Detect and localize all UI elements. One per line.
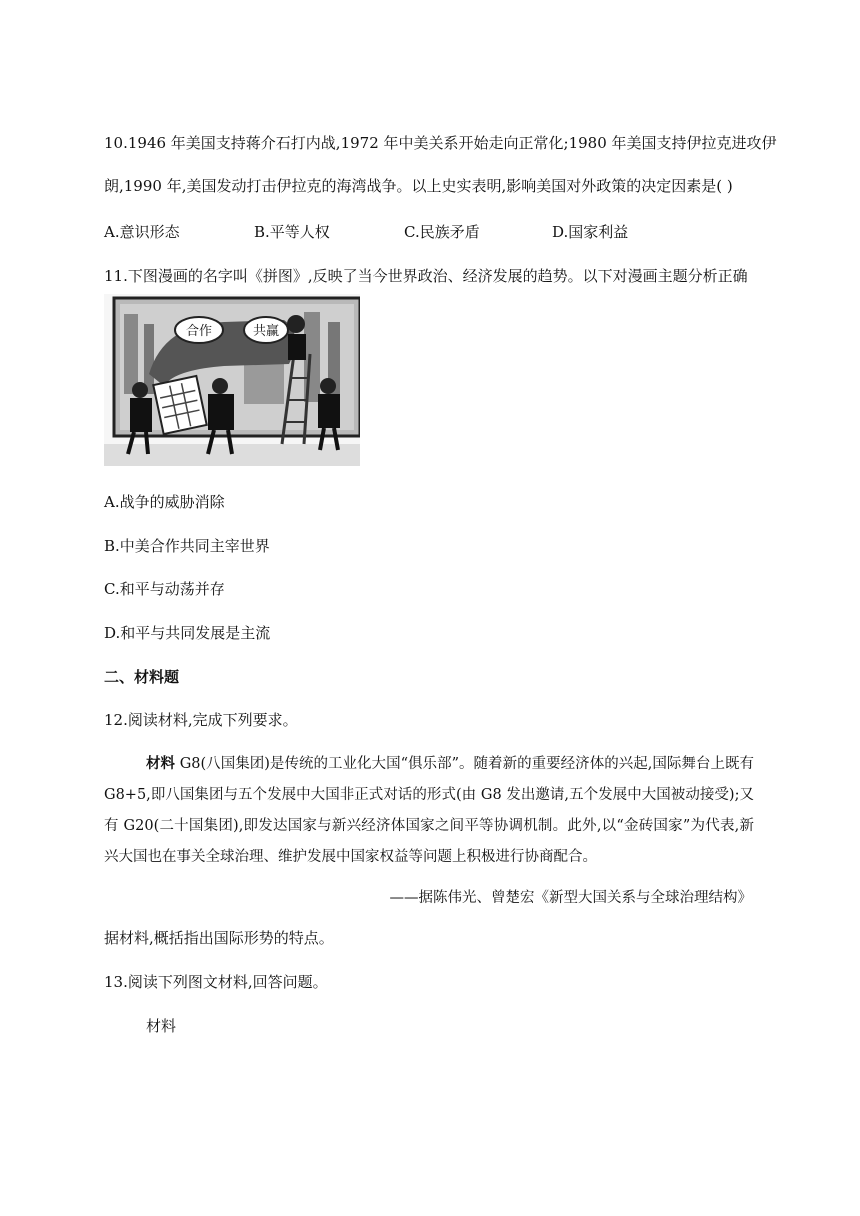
- q10-option-d: D.国家利益: [552, 223, 629, 241]
- cartoon-label-hezuo: [175, 317, 223, 343]
- q10-line-1: 10.1946 年美国支持蒋介石打内战,1972 年中美关系开始走向正常化;1980 年美国支持伊拉克进攻伊: [104, 134, 777, 152]
- q10-option-c: C.民族矛盾: [404, 223, 480, 241]
- q12-source: ——据陈伟光、曾楚宏《新型大国关系与全球治理结构》: [389, 890, 752, 906]
- cartoon-text-gongying: 共赢: [252, 324, 280, 339]
- q12-prompt: 12.阅读材料,完成下列要求。: [104, 711, 298, 729]
- q11-line-1: 11.下图漫画的名字叫《拼图》,反映了当今世界政治、经济发展的趋势。以下对漫画主题分析正确: [104, 267, 748, 285]
- section-title: 二、材料题: [104, 668, 180, 686]
- q10-option-a: A.意识形态: [104, 223, 180, 241]
- q11-option-b: B.中美合作共同主宰世界: [104, 537, 270, 555]
- q12-material-text: G8(八国集团)是传统的工业化大国“俱乐部”。随着新的重要经济体的兴起,国际舞台上既有 G8+5,即八国集团与五个发展中大国非正式对话的形式(由 G8 发出邀请,五个发展中大国被动接受);又有 G20(二十国集团),即发达国家与新兴经济体国家之间平等协调机制。此外,以“金砖国家”为代表,新兴大国也在事关全球治理、维护发展中国家权益等问题上积极进行协商配合。: [104, 756, 755, 865]
- q12-question: 据材料,概括指出国际形势的特点。: [104, 929, 334, 947]
- q11-option-a: A.战争的威胁消除: [104, 493, 225, 511]
- q13-prompt: 13.阅读下列图文材料,回答问题。: [104, 973, 328, 991]
- q10-line-2: 朗,1990 年,美国发动打击伊拉克的海湾战争。以上史实表明,影响美国对外政策的决定因素是( ): [104, 177, 733, 195]
- cartoon-label-gongying: [244, 317, 288, 343]
- q11-option-d: D.和平与共同发展是主流: [104, 624, 271, 642]
- q12-material: [104, 748, 754, 873]
- q10-option-b: B.平等人权: [254, 223, 330, 241]
- puzzle-cartoon: [104, 294, 360, 466]
- q13-material-label: 材料: [146, 1017, 177, 1035]
- cartoon-text-hezuo: 合作: [185, 324, 213, 339]
- q12-material-label: 材料: [146, 755, 176, 772]
- q11-option-c: C.和平与动荡并存: [104, 580, 225, 598]
